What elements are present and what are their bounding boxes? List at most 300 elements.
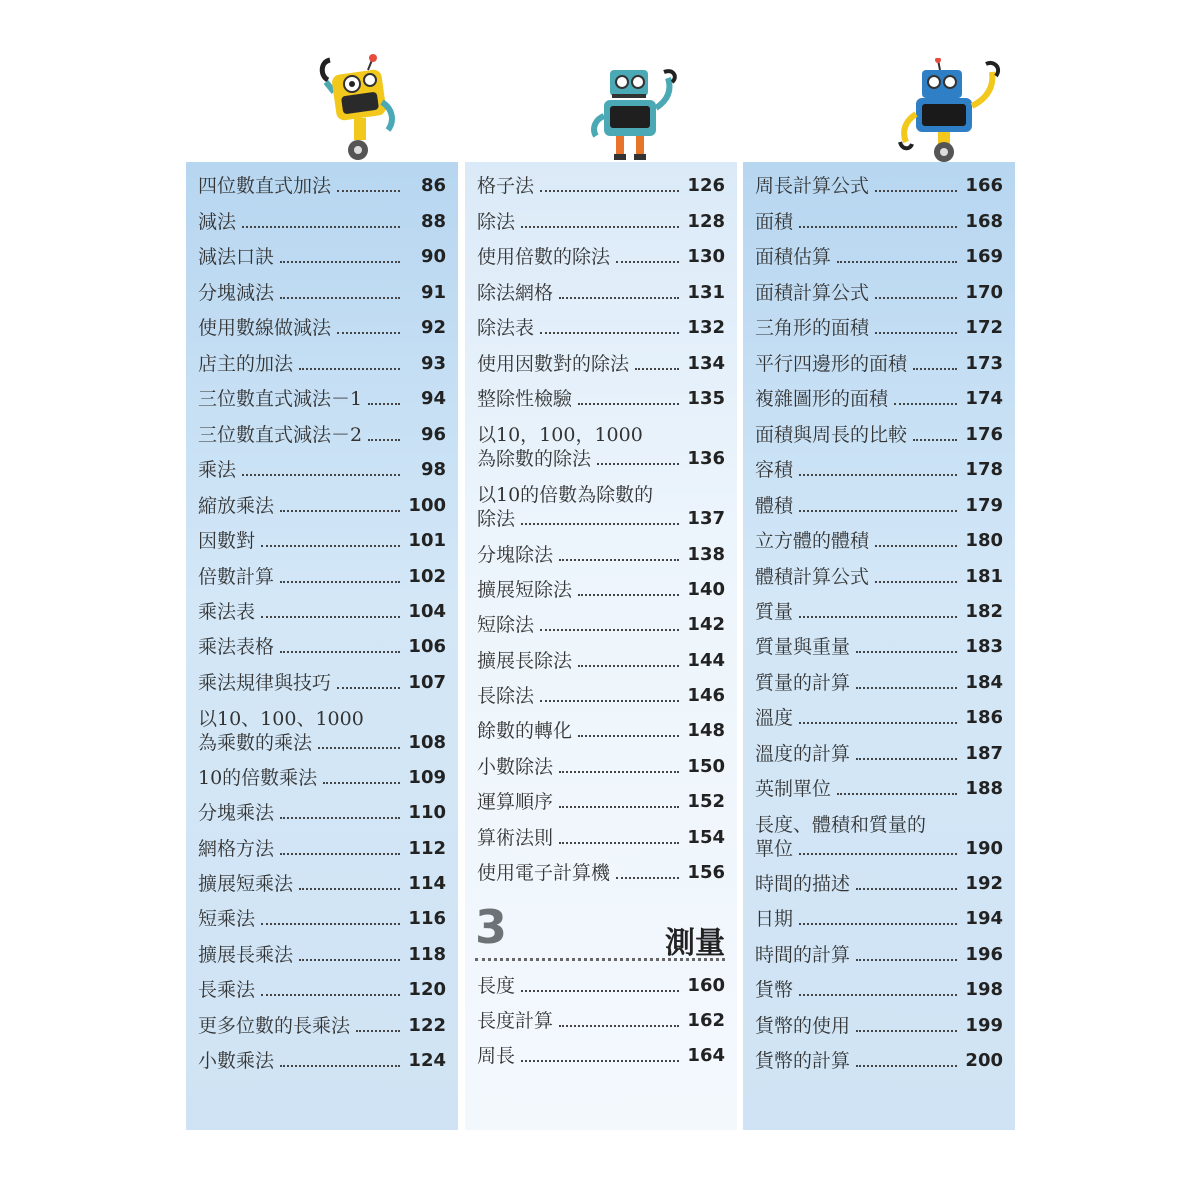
toc-entry (477, 719, 725, 743)
toc-entry (477, 423, 725, 471)
toc-entry (755, 281, 1003, 305)
toc-entry (477, 543, 725, 567)
dot-leader (635, 368, 679, 370)
toc-page-number: 93 (420, 353, 446, 374)
toc-entry-title: 長度計算 (477, 1010, 554, 1032)
toc-page-number: 130 (687, 246, 725, 267)
toc-entry (755, 494, 1003, 518)
toc-entry (477, 974, 725, 998)
toc-column-2 (465, 162, 737, 1130)
toc-entry-title: 短乘法 (198, 908, 256, 930)
dot-leader (578, 735, 679, 737)
toc-entry (477, 210, 725, 234)
toc-entry-title: 減法口訣 (198, 246, 275, 268)
dot-leader (280, 297, 400, 299)
dot-leader (616, 877, 679, 879)
dot-leader (261, 994, 400, 996)
toc-page-number: 86 (420, 175, 446, 196)
dot-leader (280, 1065, 400, 1067)
dot-leader (799, 923, 957, 925)
toc-entry-title: 小數除法 (477, 756, 554, 778)
toc-entry-title: 整除性檢驗 (477, 388, 573, 410)
dot-leader (856, 1030, 957, 1032)
toc-entry (755, 671, 1003, 695)
toc-entry (198, 529, 446, 553)
toc-page-number: 152 (687, 791, 725, 812)
toc-page-number: 136 (687, 448, 725, 469)
toc-page-number: 169 (965, 246, 1003, 267)
toc-entry-title: 四位數直式加法 (198, 175, 332, 197)
dot-leader (875, 581, 957, 583)
dot-leader (242, 474, 400, 476)
toc-entry (198, 352, 446, 376)
toc-entry (198, 837, 446, 861)
toc-entry-title: 長乘法 (198, 979, 256, 1001)
toc-page-number: 128 (687, 211, 725, 232)
toc-entry-title-line1: 以10，100，1000 (477, 424, 643, 446)
robot-teal-illustration (588, 64, 684, 164)
toc-page-number: 160 (687, 975, 725, 996)
toc-entry (198, 707, 446, 755)
toc-page-number: 186 (965, 707, 1003, 728)
toc-page-number: 176 (965, 424, 1003, 445)
toc-entry (198, 943, 446, 967)
toc-entry (198, 245, 446, 269)
toc-entry-title: 更多位數的長乘法 (198, 1015, 351, 1037)
toc-entry (755, 635, 1003, 659)
toc-entry (198, 907, 446, 931)
toc-entry (755, 387, 1003, 411)
toc-page-number: 98 (420, 459, 446, 480)
toc-entry-title: 擴展長乘法 (198, 944, 294, 966)
toc-page-number: 156 (687, 862, 725, 883)
dot-leader (521, 1060, 679, 1062)
robot-blue-illustration (898, 58, 1008, 164)
toc-entry-title: 周長 (477, 1045, 516, 1067)
toc-page-number: 101 (408, 530, 446, 551)
toc-entry-title: 為乘數的乘法 (198, 732, 313, 754)
dot-leader (856, 651, 957, 653)
toc-entry-title: 貨幣的計算 (755, 1050, 851, 1072)
toc-entry-title: 面積估算 (755, 246, 832, 268)
toc-page-number: 198 (965, 979, 1003, 1000)
toc-entry (198, 635, 446, 659)
toc-page-number: 131 (687, 282, 725, 303)
toc-entry-title: 時間的描述 (755, 873, 851, 895)
toc-entry (477, 387, 725, 411)
dot-leader (799, 510, 957, 512)
dot-leader (280, 581, 400, 583)
toc-page-number: 138 (687, 544, 725, 565)
toc-page-number: 150 (687, 756, 725, 777)
toc-page-number: 90 (420, 246, 446, 267)
toc-entry (755, 1014, 1003, 1038)
toc-entry (477, 245, 725, 269)
toc-entry-title: 算術法則 (477, 827, 554, 849)
toc-entry-title: 三角形的面積 (755, 317, 870, 339)
toc-entry-title: 體積計算公式 (755, 566, 870, 588)
dot-leader (337, 190, 400, 192)
toc-entry-title-line1: 以10的倍數為除數的 (477, 484, 654, 506)
toc-page-number: 192 (965, 873, 1003, 894)
toc-page-number: 146 (687, 685, 725, 706)
toc-entry-title: 使用數線做減法 (198, 317, 332, 339)
dot-leader (540, 332, 679, 334)
toc-entry (477, 684, 725, 708)
toc-entry-title: 周長計算公式 (755, 175, 870, 197)
toc-page-number: 114 (408, 873, 446, 894)
toc-page-number: 164 (687, 1045, 725, 1066)
toc-entry (755, 565, 1003, 589)
dot-leader (521, 990, 679, 992)
toc-page-number: 144 (687, 650, 725, 671)
dot-leader (540, 700, 679, 702)
dot-leader (875, 297, 957, 299)
toc-entry (755, 706, 1003, 730)
dot-leader (856, 959, 957, 961)
toc-entry-title: 分塊除法 (477, 544, 554, 566)
toc-page-number: 168 (965, 211, 1003, 232)
toc-entry (198, 1014, 446, 1038)
toc-entry (198, 978, 446, 1002)
toc-entry (755, 742, 1003, 766)
toc-entry-title: 溫度的計算 (755, 743, 851, 765)
toc-entry (477, 578, 725, 602)
dot-leader (578, 594, 679, 596)
dot-leader (799, 474, 957, 476)
dot-leader (559, 559, 679, 561)
toc-entry-title: 容積 (755, 459, 794, 481)
dot-leader (856, 888, 957, 890)
toc-page-number: 124 (408, 1050, 446, 1071)
toc-entry (755, 245, 1003, 269)
toc-entry-title: 除法 (477, 508, 516, 530)
toc-entry-title: 體積 (755, 495, 794, 517)
toc-page-number: 126 (687, 175, 725, 196)
toc-entry-title: 除法網格 (477, 282, 554, 304)
dot-leader (368, 403, 400, 405)
toc-entry (198, 671, 446, 695)
toc-entry-title: 三位數直式減法－1 (198, 388, 363, 410)
toc-entry (755, 943, 1003, 967)
toc-entry-title: 短除法 (477, 614, 535, 636)
toc-page-number: 104 (408, 601, 446, 622)
toc-page-number: 183 (965, 636, 1003, 657)
toc-entry-title: 溫度 (755, 707, 794, 729)
toc-entry-title: 質量的計算 (755, 672, 851, 694)
dot-leader (299, 368, 400, 370)
dot-leader (299, 959, 400, 961)
toc-entry-title: 格子法 (477, 175, 535, 197)
toc-entry-title: 質量與重量 (755, 636, 851, 658)
toc-page-number: 182 (965, 601, 1003, 622)
toc-page-number: 134 (687, 353, 725, 374)
toc-entry-title: 10的倍數乘法 (198, 767, 318, 789)
toc-entry-title: 擴展短除法 (477, 579, 573, 601)
toc-page-number: 174 (965, 388, 1003, 409)
toc-entry (755, 352, 1003, 376)
toc-entry (755, 777, 1003, 801)
dot-leader (799, 226, 957, 228)
toc-entry-title: 倍數計算 (198, 566, 275, 588)
toc-entry-title: 網格方法 (198, 838, 275, 860)
toc-entry-title: 店主的加法 (198, 353, 294, 375)
toc-entry (755, 529, 1003, 553)
toc-entry-title: 乘法規律與技巧 (198, 672, 332, 694)
toc-entry (198, 494, 446, 518)
dot-leader (559, 806, 679, 808)
toc-entry-title: 使用倍數的除法 (477, 246, 611, 268)
toc-entry (198, 801, 446, 825)
toc-entry (477, 649, 725, 673)
toc-page-number: 106 (408, 636, 446, 657)
toc-entry-title: 縮放乘法 (198, 495, 275, 517)
toc-page-number: 100 (408, 495, 446, 516)
toc-page-number: 112 (408, 838, 446, 859)
toc-entry-title: 質量 (755, 601, 794, 623)
toc-entry-title: 面積與周長的比較 (755, 424, 908, 446)
toc-entry-title: 單位 (755, 838, 794, 860)
toc-page-number: 120 (408, 979, 446, 1000)
toc-entry (477, 790, 725, 814)
toc-entry-title: 英制單位 (755, 778, 832, 800)
toc-column-3 (743, 162, 1015, 1130)
toc-page-number: 187 (965, 743, 1003, 764)
toc-page-number: 142 (687, 614, 725, 635)
toc-entry-title: 乘法表格 (198, 636, 275, 658)
toc-entry (198, 766, 446, 790)
toc-page-number: 200 (965, 1050, 1003, 1071)
toc-page-number: 109 (408, 767, 446, 788)
toc-entry (755, 872, 1003, 896)
dot-leader (799, 994, 957, 996)
toc-entry (755, 907, 1003, 931)
dot-leader (261, 923, 400, 925)
toc-page-number: 199 (965, 1015, 1003, 1036)
dot-leader (318, 747, 400, 749)
toc-entry (198, 872, 446, 896)
toc-page-number: 180 (965, 530, 1003, 551)
toc-entry (477, 174, 725, 198)
toc-entry-title: 小數乘法 (198, 1050, 275, 1072)
toc-page-number: 137 (687, 508, 725, 529)
dot-leader (913, 439, 957, 441)
dot-leader (616, 261, 679, 263)
toc-page-number: 110 (408, 802, 446, 823)
toc-page-number: 188 (965, 778, 1003, 799)
toc-entry-title-line1: 長度、體積和質量的 (755, 814, 927, 836)
toc-entry (198, 316, 446, 340)
dot-leader (856, 687, 957, 689)
toc-entry (755, 600, 1003, 624)
toc-page-number: 154 (687, 827, 725, 848)
dot-leader (521, 226, 679, 228)
toc-page-number: 181 (965, 566, 1003, 587)
toc-entry (477, 613, 725, 637)
section-title: 測量 (665, 926, 725, 961)
toc-page-number: 88 (420, 211, 446, 232)
toc-entry-title: 分塊減法 (198, 282, 275, 304)
dot-leader (837, 793, 957, 795)
dot-leader (337, 687, 400, 689)
toc-entry-title: 乘法 (198, 459, 237, 481)
toc-entry-title-line1: 以10、100、1000 (198, 708, 364, 730)
dot-leader (799, 616, 957, 618)
toc-entry-title: 除法 (477, 211, 516, 233)
toc-entry (198, 210, 446, 234)
toc-entry-title: 運算順序 (477, 791, 554, 813)
toc-entry-title: 立方體的體積 (755, 530, 870, 552)
toc-entry (198, 565, 446, 589)
toc-entry-title: 分塊乘法 (198, 802, 275, 824)
toc-entry (755, 423, 1003, 447)
toc-entry (198, 1049, 446, 1073)
dot-leader (559, 842, 679, 844)
dot-leader (242, 226, 400, 228)
toc-entry-title: 貨幣 (755, 979, 794, 1001)
toc-entry (755, 458, 1003, 482)
toc-entry-title: 複雜圖形的面積 (755, 388, 889, 410)
toc-page-number: 162 (687, 1010, 725, 1031)
toc-entry-title: 減法 (198, 211, 237, 233)
dot-leader (799, 722, 957, 724)
toc-page-number: 132 (687, 317, 725, 338)
toc-entry (477, 483, 725, 531)
dot-leader (913, 368, 957, 370)
dot-leader (799, 853, 957, 855)
toc-entry-title: 乘法表 (198, 601, 256, 623)
toc-page-number: 96 (420, 424, 446, 445)
dot-leader (875, 545, 957, 547)
toc-page-number: 94 (420, 388, 446, 409)
toc-page-number: 172 (965, 317, 1003, 338)
toc-entry-title: 時間的計算 (755, 944, 851, 966)
toc-entry (477, 281, 725, 305)
toc-page-number: 179 (965, 495, 1003, 516)
toc-entry (755, 174, 1003, 198)
toc-entry (477, 316, 725, 340)
toc-page-number: 92 (420, 317, 446, 338)
dot-leader (578, 665, 679, 667)
toc-entry-title: 長除法 (477, 685, 535, 707)
dot-leader (597, 463, 679, 465)
toc-page-number: 122 (408, 1015, 446, 1036)
toc-entry (477, 826, 725, 850)
dot-leader (280, 510, 400, 512)
dot-leader (578, 403, 679, 405)
toc-entry-title: 平行四邊形的面積 (755, 353, 908, 375)
toc-page-number: 108 (408, 732, 446, 753)
dot-leader (261, 616, 400, 618)
toc-entry-title: 面積 (755, 211, 794, 233)
dot-leader (875, 332, 957, 334)
toc-entry-title: 因數對 (198, 530, 256, 552)
robot-yellow-illustration (312, 52, 402, 164)
toc-page-number: 102 (408, 566, 446, 587)
toc-entry (198, 423, 446, 447)
toc-entry-title: 貨幣的使用 (755, 1015, 851, 1037)
dot-leader (280, 853, 400, 855)
section-divider (475, 958, 725, 961)
toc-page-number: 190 (965, 838, 1003, 859)
toc-entry (755, 210, 1003, 234)
section-number: 3 (475, 900, 508, 954)
dot-leader (280, 261, 400, 263)
dot-leader (856, 758, 957, 760)
dot-leader (337, 332, 400, 334)
toc-page-number: 140 (687, 579, 725, 600)
toc-page-number: 194 (965, 908, 1003, 929)
toc-page-number: 118 (408, 944, 446, 965)
toc-entry-title: 使用電子計算機 (477, 862, 611, 884)
toc-page-number: 116 (408, 908, 446, 929)
toc-entry-title: 長度 (477, 975, 516, 997)
toc-entry-title: 面積計算公式 (755, 282, 870, 304)
toc-entry (755, 316, 1003, 340)
toc-entry (477, 861, 725, 885)
toc-page-number: 91 (420, 282, 446, 303)
dot-leader (837, 261, 957, 263)
toc-page-number: 178 (965, 459, 1003, 480)
toc-page-number: 196 (965, 944, 1003, 965)
toc-entry (198, 281, 446, 305)
dot-leader (280, 817, 400, 819)
toc-column-1 (186, 162, 458, 1130)
toc-entry (198, 174, 446, 198)
dot-leader (856, 1065, 957, 1067)
toc-entry (477, 1044, 725, 1068)
toc-entry-title: 三位數直式減法－2 (198, 424, 363, 446)
toc-page-number: 166 (965, 175, 1003, 196)
dot-leader (356, 1030, 400, 1032)
toc-entry (755, 813, 1003, 861)
toc-entry (198, 458, 446, 482)
toc-entry (755, 1049, 1003, 1073)
dot-leader (299, 888, 400, 890)
dot-leader (323, 782, 400, 784)
dot-leader (280, 651, 400, 653)
toc-entry-title: 擴展短乘法 (198, 873, 294, 895)
toc-page-number: 107 (408, 672, 446, 693)
toc-entry-title: 為除數的除法 (477, 448, 592, 470)
dot-leader (559, 1025, 679, 1027)
toc-entry (755, 978, 1003, 1002)
toc-entry (198, 387, 446, 411)
toc-entry-title: 餘數的轉化 (477, 720, 573, 742)
dot-leader (368, 439, 400, 441)
toc-entry-title: 日期 (755, 908, 794, 930)
dot-leader (540, 190, 679, 192)
dot-leader (521, 523, 679, 525)
dot-leader (894, 403, 957, 405)
dot-leader (875, 190, 957, 192)
dot-leader (261, 545, 400, 547)
toc-entry (477, 1009, 725, 1033)
toc-entry (198, 600, 446, 624)
toc-entry-title: 擴展長除法 (477, 650, 573, 672)
toc-page-number: 173 (965, 353, 1003, 374)
toc-entry (477, 352, 725, 376)
toc-page-number: 148 (687, 720, 725, 741)
dot-leader (559, 771, 679, 773)
dot-leader (559, 297, 679, 299)
section-heading (475, 900, 725, 962)
toc-entry (477, 755, 725, 779)
dot-leader (540, 629, 679, 631)
toc-entry-title: 使用因數對的除法 (477, 353, 630, 375)
toc-page-number: 184 (965, 672, 1003, 693)
toc-page-number: 135 (687, 388, 725, 409)
